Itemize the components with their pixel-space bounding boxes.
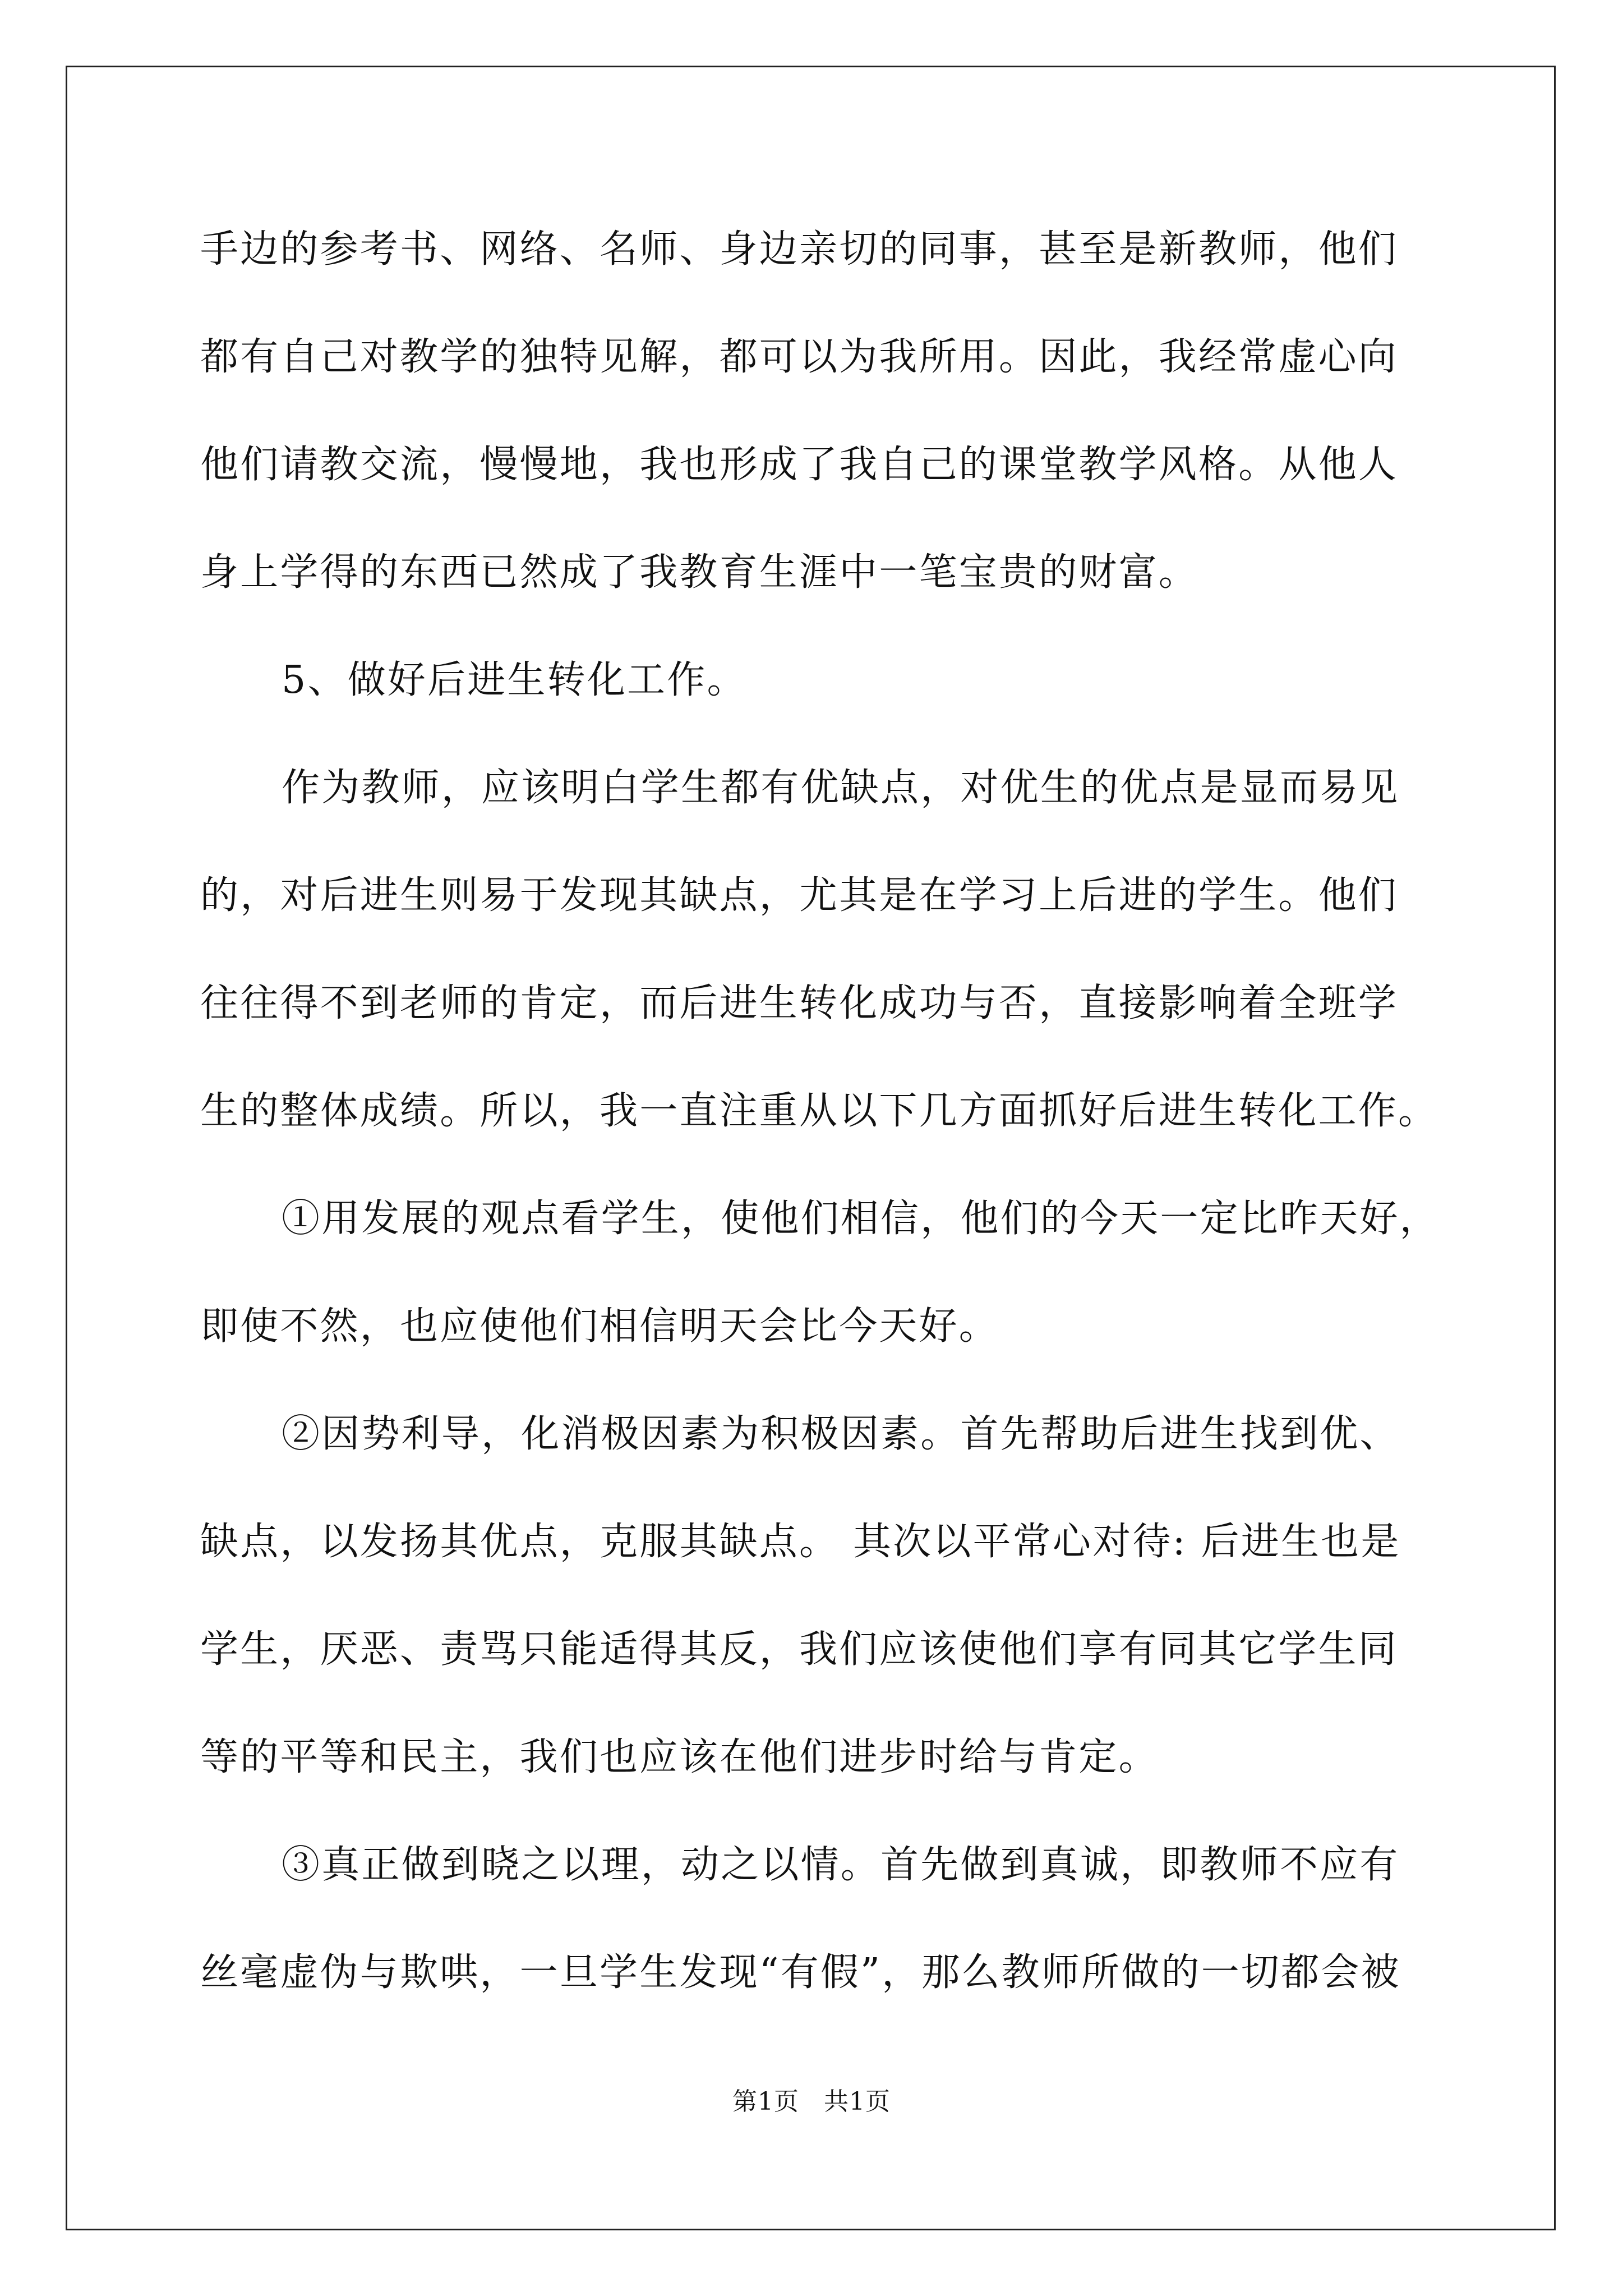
text-line: 手边的参考书、网络、名师、身边亲切的同事，甚至是新教师，他们 <box>200 227 1399 272</box>
text-line: 都有自己对教学的独特见解，都可以为我所用。因此，我经常虚心向 <box>200 335 1399 379</box>
section-heading: 5、做好后进生转化工作。 <box>282 658 747 702</box>
page-total: 共1页 <box>824 2087 891 2116</box>
page-border <box>66 66 1556 2230</box>
page-number: 第1页 <box>732 2087 799 2116</box>
text-line: 他们请教交流，慢慢地，我也形成了我自己的课堂教学风格。从他人 <box>200 443 1399 487</box>
text-line: 即使不然，也应使他们相信明天会比今天好。 <box>200 1304 999 1349</box>
list-item-2: ②因势利导，化消极因素为积极因素。首先帮助后进生找到优、 <box>282 1412 1400 1456</box>
text-line: 缺点，以发扬其优点，克服其缺点。 其次以平常心对待: 后进生也是 <box>200 1520 1401 1564</box>
paragraph-first-line: 作为教师，应该明白学生都有优缺点，对优生的优点是显而易见 <box>282 766 1400 810</box>
list-item-3: ③真正做到晓之以理，动之以情。首先做到真诚，即教师不应有 <box>282 1843 1400 1887</box>
text-line: 学生，厌恶、责骂只能适得其反，我们应该使他们享有同其它学生同 <box>200 1627 1399 1672</box>
text-line: 等的平等和民主，我们也应该在他们进步时给与肯定。 <box>200 1735 1159 1779</box>
text-line: 的，对后进生则易于发现其缺点，尤其是在学习上后进的学生。他们 <box>200 873 1399 918</box>
text-line: 往往得不到老师的肯定，而后进生转化成功与否，直接影响着全班学 <box>200 981 1399 1025</box>
text-line: 丝毫虚伪与欺哄，一旦学生发现“有假”，那么教师所做的一切都会被 <box>200 1950 1401 1995</box>
text-line: 身上学得的东西已然成了我教育生涯中一笔宝贵的财富。 <box>200 550 1199 595</box>
list-item-1: ①用发展的观点看学生，使他们相信，他们的今天一定比昨天好， <box>282 1197 1440 1241</box>
page-footer <box>0 2086 1623 2118</box>
text-line: 生的整体成绩。所以，我一直注重从以下几方面抓好后进生转化工作。 <box>200 1089 1438 1133</box>
